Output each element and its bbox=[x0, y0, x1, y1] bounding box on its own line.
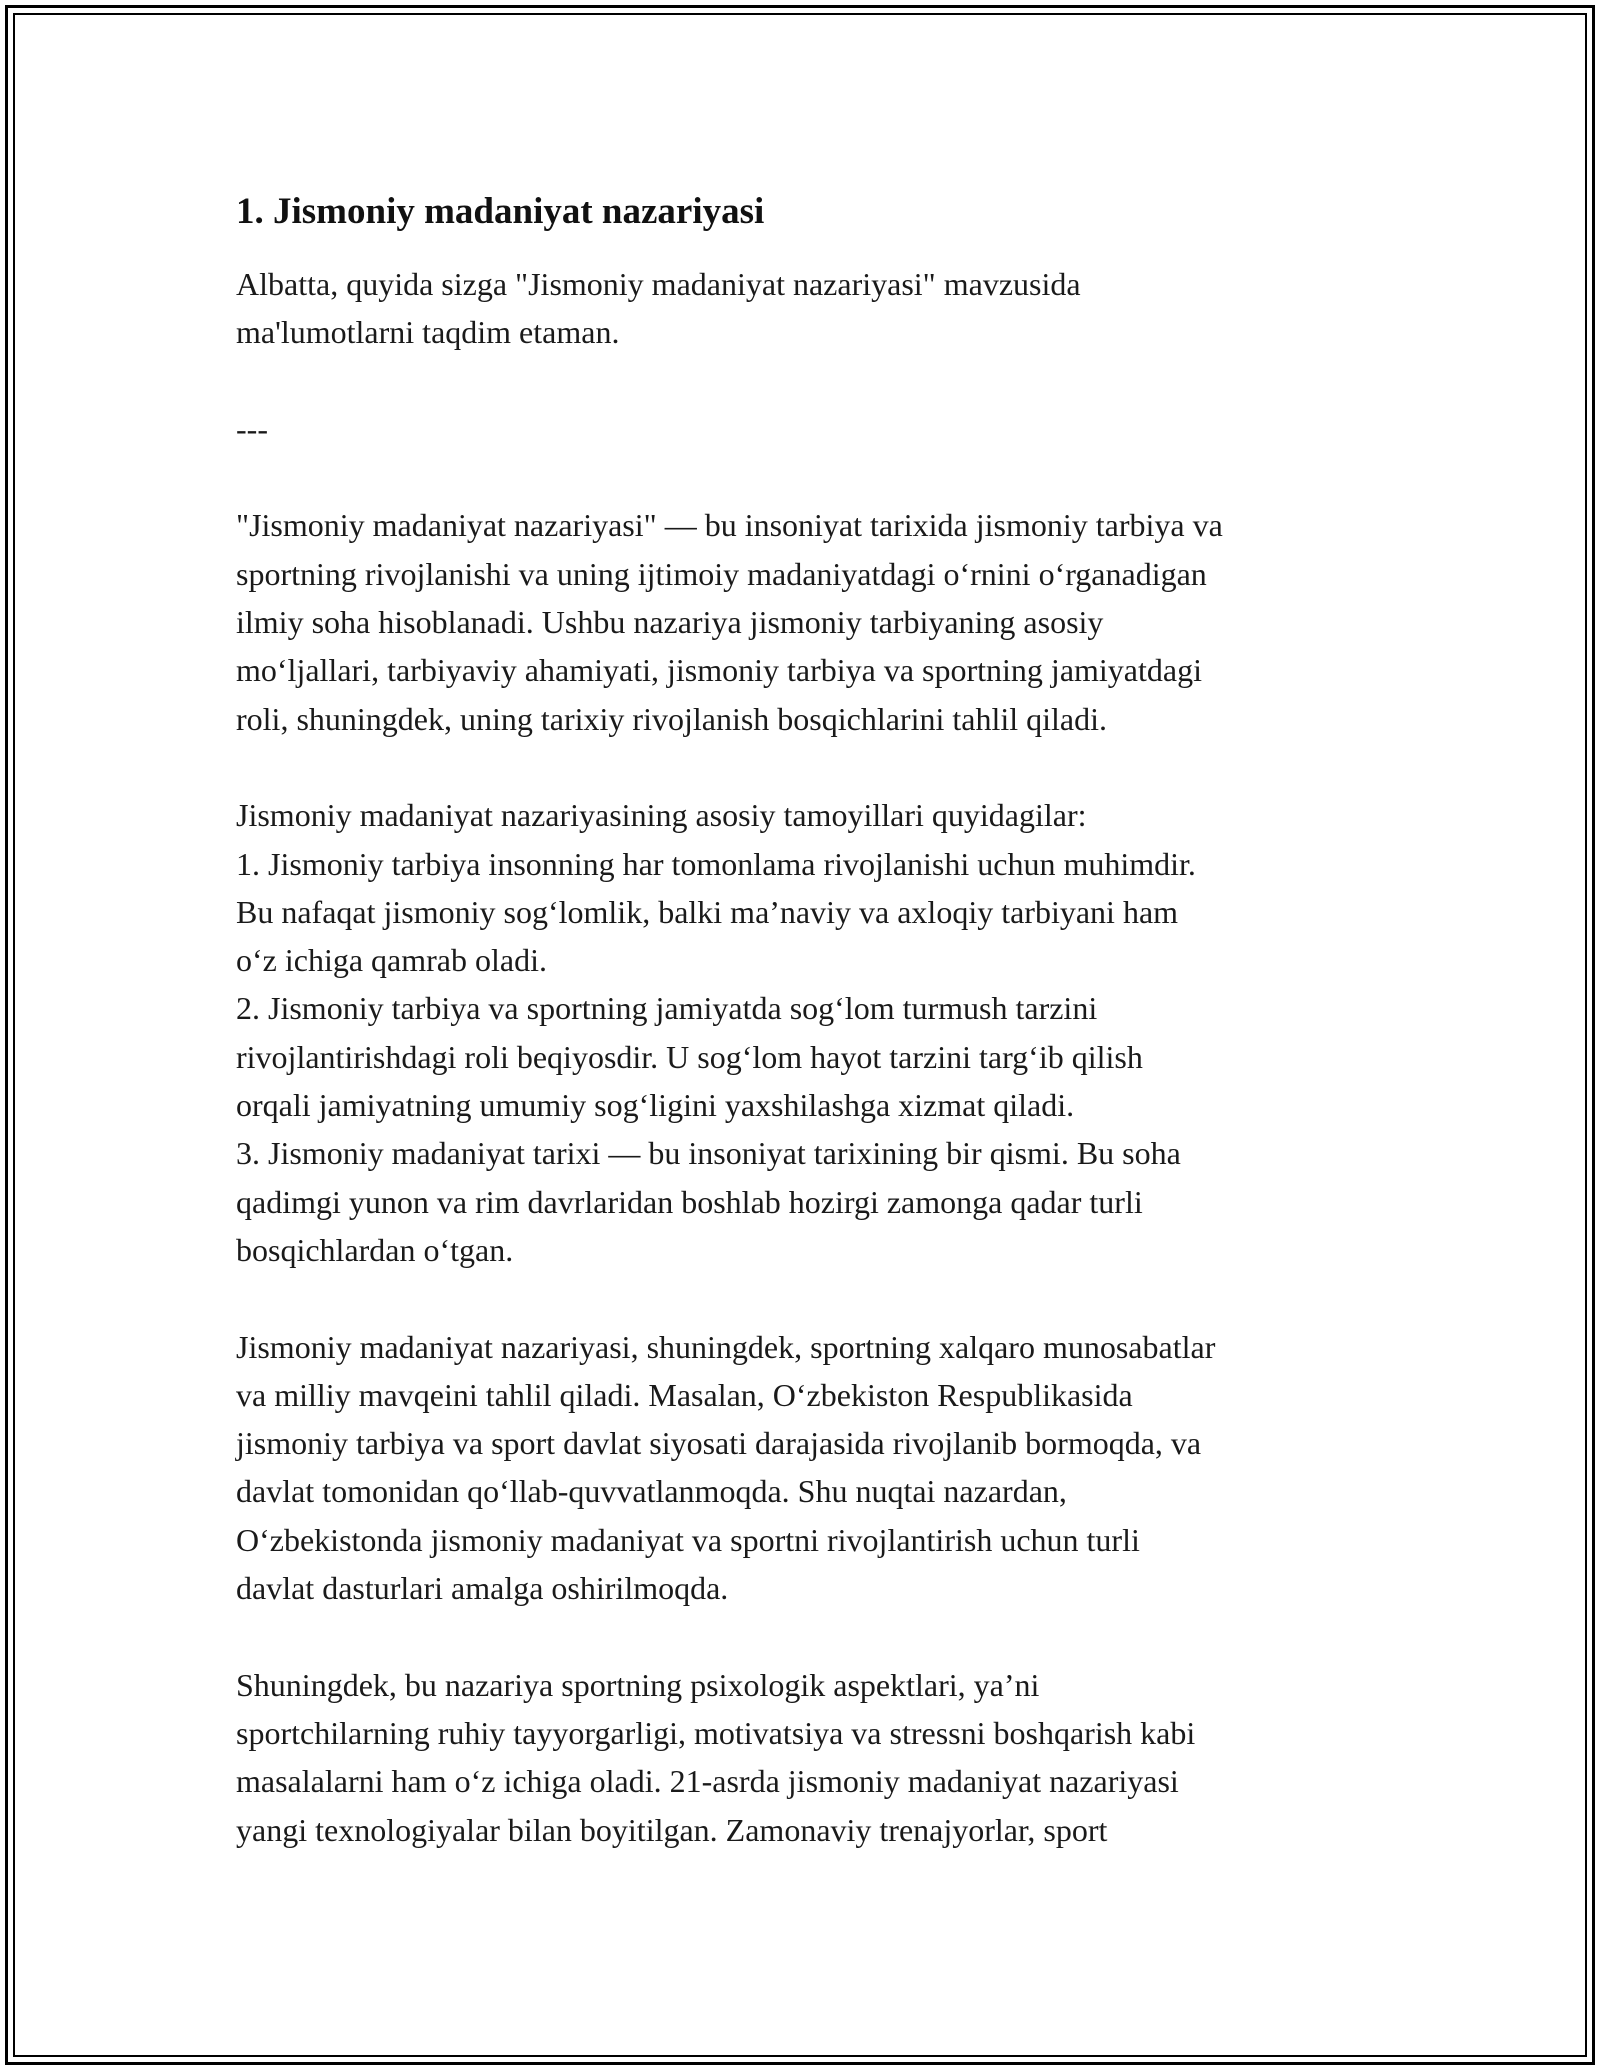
text-line: davlat tomonidan qoʻllab-quvvatlanmoqda. Shu nuqtai nazardan, bbox=[236, 1473, 1067, 1510]
text-line: yangi texnologiyalar bilan boyitilgan. Zamonaviy trenajyorlar, sport bbox=[236, 1811, 1108, 1848]
text-line: Bu nafaqat jismoniy sogʻlomlik, balki ma’naviy va axloqiy tarbiyani ham bbox=[236, 893, 1179, 930]
text-line: sportning rivojlanishi va uning ijtimoiy madaniyatdagi oʻrnini oʻrganadigan bbox=[236, 555, 1207, 592]
text-line: bosqichlardan oʻtgan. bbox=[236, 1231, 514, 1268]
text-line: oʻz ichiga qamrab oladi. bbox=[236, 942, 547, 979]
document-body bbox=[236, 188, 1386, 1902]
text-line: ilmiy soha hisoblanadi. Ushbu nazariya jismoniy tarbiyaning asosiy bbox=[236, 604, 1104, 641]
text-line: "Jismoniy madaniyat nazariyasi" — bu insoniyat tarixida jismoniy tarbiya va bbox=[236, 507, 1223, 544]
text-line: ma'lumotlarni taqdim etaman. bbox=[236, 314, 620, 351]
text-line: Shuningdek, bu nazariya sportning psixologik aspektlari, ya’ni bbox=[236, 1666, 1040, 1703]
paragraph-psychology bbox=[236, 1661, 1386, 1854]
text-line: davlat dasturlari amalga oshirilmoqda. bbox=[236, 1570, 729, 1607]
text-line: qadimgi yunon va rim davrlaridan boshlab hozirgi zamonga qadar turli bbox=[236, 1183, 1143, 1220]
text-line: sportchilarning ruhiy tayyorgarligi, motivatsiya va stressni boshqarish kabi bbox=[236, 1714, 1196, 1751]
document-title: 1. Jismoniy madaniyat nazariyasi bbox=[236, 191, 765, 232]
text-line: Albatta, quyida sizga "Jismoniy madaniyat nazariyasi" mavzusida bbox=[236, 266, 1081, 302]
paragraph-international bbox=[236, 1323, 1386, 1613]
text-line: Jismoniy madaniyat nazariyasining asosiy tamoyillari quyidagilar: bbox=[236, 797, 1087, 834]
text-line: roli, shuningdek, uning tarixiy rivojlanish bosqichlarini tahlil qiladi. bbox=[236, 700, 1107, 737]
intro-paragraph bbox=[236, 260, 1386, 357]
text-line: orqali jamiyatning umumiy sogʻligini yaxshilashga xizmat qiladi. bbox=[236, 1087, 1075, 1124]
text-line: 1. Jismoniy tarbiya insonning har tomonlama rivojlanishi uchun muhimdir. bbox=[236, 845, 1196, 882]
text-line: moʻljallari, tarbiyaviy ahamiyati, jismoniy tarbiya va sportning jamiyatdagi bbox=[236, 652, 1202, 689]
separator: --- bbox=[236, 410, 268, 447]
text-line: jismoniy tarbiya va sport davlat siyosati darajasida rivojlanib bormoqda, va bbox=[236, 1425, 1202, 1462]
text-line: 3. Jismoniy madaniyat tarixi — bu insoniyat tarixining bir qismi. Bu soha bbox=[236, 1135, 1181, 1172]
paragraph-definition bbox=[236, 501, 1386, 742]
text-line: rivojlantirishdagi roli beqiyosdir. U sogʻlom hayot tarzini targʻib qilish bbox=[236, 1038, 1143, 1075]
paragraph-principles bbox=[236, 791, 1386, 1274]
text-line: 2. Jismoniy tarbiya va sportning jamiyatda sogʻlom turmush tarzini bbox=[236, 990, 1098, 1027]
text-line: masalalarni ham oʻz ichiga oladi. 21-asrda jismoniy madaniyat nazariyasi bbox=[236, 1763, 1179, 1800]
text-line: Jismoniy madaniyat nazariyasi, shuningdek, sportning xalqaro munosabatlar bbox=[236, 1328, 1216, 1365]
text-line: Oʻzbekistonda jismoniy madaniyat va sportni rivojlantirish uchun turli bbox=[236, 1521, 1140, 1558]
text-line: va milliy mavqeini tahlil qiladi. Masalan, Oʻzbekiston Respublikasida bbox=[236, 1376, 1133, 1413]
